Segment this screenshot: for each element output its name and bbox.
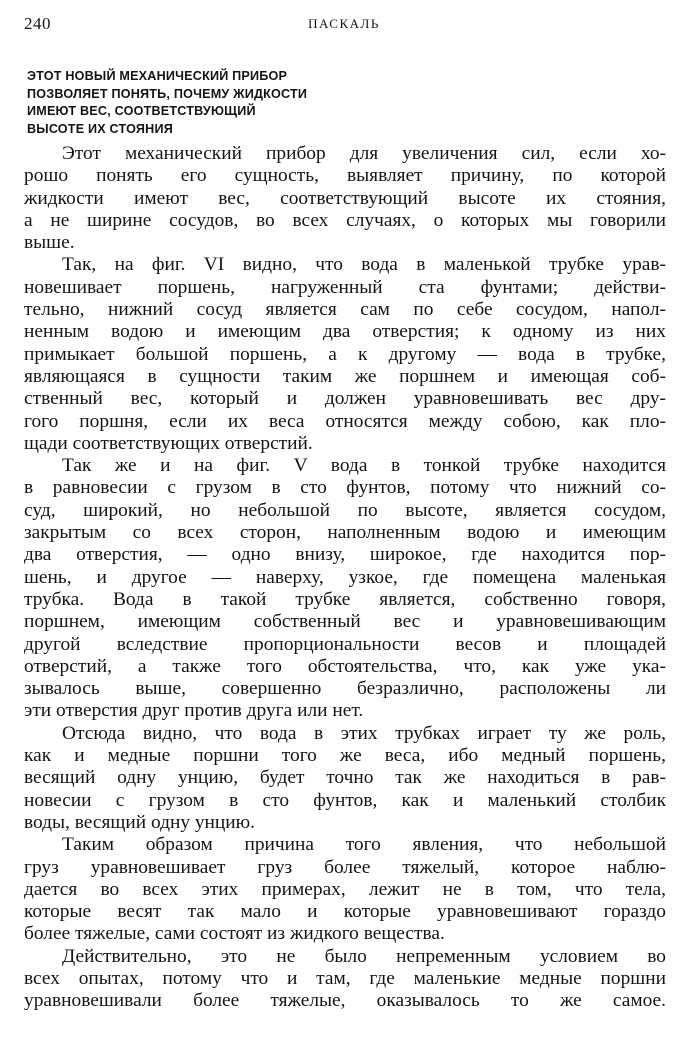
text-line: тельно, нижний сосуд является сам по себе сосудом, напол-	[24, 299, 666, 321]
text-line: как и медные поршни того же веса, ибо медный поршень,	[24, 745, 666, 767]
text-line: которые весят так мало и которые уравновешивают гораздо	[24, 901, 666, 923]
text-line: жидкости имеют вес, соответствующий высоте их стояния,	[24, 187, 666, 209]
text-line: весящий одну унцию, будет точно так же находиться в рав-	[24, 767, 666, 789]
text-line: ненным водою и имеющим два отверстия; к одному из них	[24, 321, 666, 343]
text-line: уравновешивали более тяжелые, оказывалось то же самое.	[24, 990, 666, 1012]
text-line: являющаяся в сущности таким же поршнем и имеющая соб-	[24, 365, 666, 387]
text-line: Отсюда видно, что вода в этих трубках играет ту же роль,	[62, 722, 666, 744]
text-line: другой вследствие пропорциональности весов и площадей	[24, 633, 666, 655]
text-line: новесии с грузом в сто фунтов, как и маленький столбик	[24, 789, 666, 811]
text-line: трубка. Вода в такой трубке является, собственно говоря,	[24, 588, 666, 610]
text-line: выше.	[24, 232, 75, 254]
text-line: новешивает поршень, нагруженный ста фунтами; действи-	[24, 276, 666, 298]
text-line: Таким образом причина того явления, что небольшой	[62, 834, 666, 856]
text-line: Так, на фиг. VI видно, что вода в маленькой трубке урав-	[62, 254, 666, 276]
text-line: зывалось выше, совершенно безразлично, расположены ли	[24, 678, 666, 700]
text-line: шень, и другое — наверху, узкое, где помещена маленькая	[24, 566, 666, 588]
text-line: два отверстия, — одно внизу, широкое, где находится пор-	[24, 544, 666, 566]
text-line: отверстий, а также того обстоятельства, что, как уже ука-	[24, 655, 666, 677]
page-number: 240	[24, 14, 51, 33]
running-title: ПАСКАЛЬ	[308, 16, 380, 31]
text-line: закрытым со всех сторон, наполненным водою и имеющим	[24, 522, 666, 544]
text-line: более тяжелые, сами состоят из жидкого вещества.	[24, 923, 445, 945]
text-line: рошо понять его сущность, выявляет причину, по которой	[24, 165, 666, 187]
text-line: поршнем, имеющим собственный вес и уравновешивающим	[24, 611, 666, 633]
text-line: а не ширине сосудов, во всех случаях, о которых мы говорили	[24, 209, 666, 231]
body-text	[24, 143, 666, 1013]
text-line: в равновесии с грузом в сто фунтов, потому что нижний со-	[24, 477, 666, 499]
text-line: груз уравновешивает груз более тяжелый, которое наблю-	[24, 856, 666, 878]
margin-heading-line: ПОЗВОЛЯЕТ ПОНЯТЬ, ПОЧЕМУ ЖИДКОСТИ	[27, 86, 308, 101]
page-header	[24, 14, 664, 38]
text-line: суд, широкий, но небольшой по высоте, является сосудом,	[24, 499, 666, 521]
text-line: Этот механический прибор для увеличения сил, если хо-	[62, 143, 666, 164]
margin-heading-line: ЭТОТ НОВЫЙ МЕХАНИЧЕСКИЙ ПРИБОР	[27, 69, 288, 83]
text-line: примыкает большой поршень, а к другому — вода в трубке,	[24, 343, 666, 365]
text-line: эти отверстия друг против друга или нет.	[24, 700, 364, 722]
text-line: всех опытах, потому что и там, где маленькие медные поршни	[24, 967, 666, 989]
text-line: щади соответствующих отверстий.	[24, 432, 313, 454]
text-line: дается во всех этих примерах, лежит не в том, что тела,	[24, 878, 666, 900]
text-line: Так же и на фиг. V вода в тонкой трубке находится	[62, 455, 666, 477]
text-line: воды, весящий одну унцию.	[24, 811, 256, 833]
text-line: гого поршня, если их веса относятся между собою, как пло-	[24, 410, 666, 432]
margin-heading-line: ВЫСОТЕ ИХ СТОЯНИЯ	[27, 121, 173, 136]
text-line: Действительно, это не было непременным условием во	[62, 945, 666, 967]
margin-heading	[27, 68, 407, 138]
text-line: ственный вес, который и должен уравновешивать вес дру-	[24, 388, 666, 410]
margin-heading-line: ИМЕЮТ ВЕС, СООТВЕТСТВУЮЩИЙ	[27, 104, 256, 118]
